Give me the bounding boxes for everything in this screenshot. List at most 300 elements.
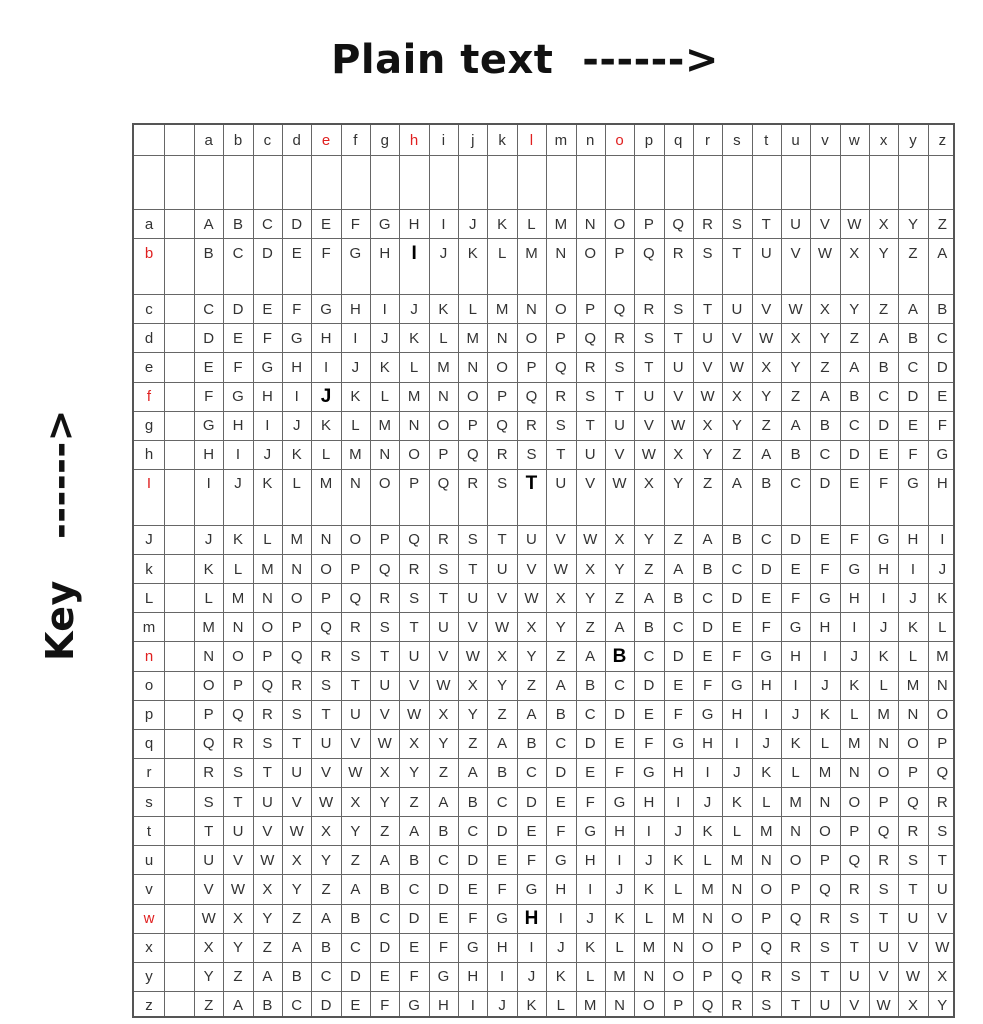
cipher-cell: P <box>203 706 214 724</box>
cipher-cell: C <box>936 329 948 347</box>
cipher-cell: A <box>321 910 332 927</box>
cipher-cell: S <box>585 388 596 405</box>
cipher-cell: C <box>878 388 890 405</box>
cipher-cell: J <box>557 939 565 957</box>
key-column-cell: J <box>145 531 153 549</box>
cipher-cell: Z <box>702 475 713 493</box>
cipher-cell: K <box>761 764 772 782</box>
cipher-cell: C <box>614 677 625 694</box>
cipher-cell: Y <box>555 618 566 636</box>
cipher-cell: Y <box>731 417 742 435</box>
cipher-cell: I <box>323 358 329 376</box>
cipher-cell: W <box>465 647 480 665</box>
cipher-cell: M <box>583 997 597 1015</box>
cipher-cell: N <box>291 560 303 578</box>
cipher-cell: Z <box>644 560 654 578</box>
cipher-cell: N <box>848 764 860 782</box>
cipher-cell: K <box>937 589 948 607</box>
cipher-cell: H <box>907 531 919 549</box>
cipher-cell: K <box>321 417 332 435</box>
cipher-cell: K <box>467 244 478 262</box>
cipher-cell: F <box>350 215 360 233</box>
cipher-cell: U <box>320 735 332 753</box>
plaintext-header-cell: h <box>409 131 419 149</box>
cipher-cell: N <box>936 677 948 694</box>
vigenere-table <box>132 123 955 1018</box>
key-column-cell: e <box>144 358 154 376</box>
cipher-cell: N <box>878 735 890 753</box>
cipher-cell: G <box>437 968 450 986</box>
cipher-cell: K <box>233 531 244 549</box>
cipher-cell: M <box>642 939 656 957</box>
cipher-cell: L <box>556 997 565 1015</box>
cipher-cell: N <box>614 997 625 1015</box>
cipher-cell: K <box>262 475 273 493</box>
cipher-cell: C <box>261 215 273 233</box>
cipher-cell: S <box>262 735 273 753</box>
key-column-cell: h <box>144 446 154 464</box>
cipher-cell: R <box>907 822 919 840</box>
cipher-cell: V <box>321 764 332 782</box>
cipher-cell: A <box>526 706 537 724</box>
cipher-cell: R <box>731 997 743 1015</box>
cipher-cell: U <box>848 968 860 986</box>
cipher-cell: X <box>643 475 654 493</box>
cipher-cell: A <box>291 939 302 957</box>
cipher-cell: V <box>233 851 244 869</box>
key-column-cell: g <box>144 417 154 435</box>
cipher-cell: N <box>731 880 743 898</box>
cipher-cell: O <box>848 793 861 811</box>
cipher-cell: R <box>790 939 802 957</box>
cipher-cell: H <box>848 589 860 607</box>
cipher-cell: F <box>791 589 801 607</box>
cipher-cell: Z <box>438 764 449 782</box>
cipher-cell: C <box>379 910 391 927</box>
cipher-cell: M <box>231 589 245 607</box>
highlighted-cipher-cell: B <box>612 645 627 667</box>
cipher-cell: K <box>585 939 596 957</box>
cipher-cell: G <box>643 764 655 782</box>
cipher-cell: U <box>643 388 655 405</box>
cipher-cell: O <box>760 880 773 898</box>
cipher-cell: R <box>526 417 537 435</box>
key-column-cell: n <box>144 647 154 665</box>
cipher-cell: K <box>907 618 918 636</box>
cipher-cell: E <box>761 589 772 607</box>
cipher-cell: X <box>819 300 830 318</box>
cipher-cell: W <box>759 329 774 347</box>
cipher-cell: X <box>497 647 508 665</box>
cipher-cell: V <box>643 417 654 435</box>
cipher-cell: Q <box>848 851 861 869</box>
cipher-cell: O <box>789 851 802 869</box>
cipher-cell: T <box>702 300 713 318</box>
cipher-cell: L <box>938 618 947 636</box>
cipher-cell: D <box>672 647 684 665</box>
cipher-cell: T <box>937 851 947 869</box>
cipher-cell: O <box>731 910 743 927</box>
cipher-cell: K <box>702 822 713 840</box>
cipher-cell: R <box>643 300 655 318</box>
cipher-cell: F <box>321 244 331 262</box>
cipher-cell: J <box>234 475 242 493</box>
cipher-cell: I <box>353 329 358 347</box>
cipher-cell: G <box>936 446 949 464</box>
cipher-cell: G <box>731 677 743 694</box>
cipher-cell: H <box>555 880 567 898</box>
cipher-cell: Q <box>466 446 479 464</box>
cipher-cell: S <box>555 417 566 435</box>
cipher-cell: T <box>791 997 801 1015</box>
cipher-cell: V <box>614 446 625 464</box>
cipher-cell: D <box>702 618 713 636</box>
cipher-cell: Z <box>292 910 302 927</box>
cipher-cell: U <box>878 939 890 957</box>
cipher-cell: S <box>379 618 390 636</box>
cipher-cell: C <box>672 618 684 636</box>
cipher-cell: P <box>614 244 625 262</box>
cipher-cell: T <box>644 358 654 376</box>
cipher-cell: L <box>263 531 272 549</box>
cipher-cell: T <box>820 968 830 986</box>
cipher-cell: J <box>938 560 947 578</box>
cipher-cell: A <box>233 997 244 1015</box>
cipher-cell: T <box>761 215 771 233</box>
cipher-cell: B <box>203 244 214 262</box>
cipher-cell: B <box>291 968 302 986</box>
cipher-cell: H <box>320 329 332 347</box>
cipher-cell: B <box>790 446 801 464</box>
cipher-cell: U <box>584 446 596 464</box>
cipher-cell: U <box>379 677 391 694</box>
cipher-cell: Z <box>937 215 947 233</box>
highlighted-cipher-cell: T <box>525 473 538 495</box>
cipher-cell: A <box>761 446 772 464</box>
cipher-cell: O <box>584 244 596 262</box>
cipher-cell: M <box>466 329 480 347</box>
cipher-cell: D <box>614 706 625 724</box>
cipher-cell: T <box>497 531 507 549</box>
cipher-cell: Z <box>468 735 478 753</box>
cipher-cell: E <box>409 939 420 957</box>
cipher-cell: G <box>701 706 714 724</box>
cipher-cell: G <box>290 329 303 347</box>
cipher-cell: S <box>233 764 244 782</box>
cipher-cell: J <box>586 910 594 927</box>
cipher-cell: H <box>936 475 948 493</box>
plaintext-header-cell: q <box>674 131 683 149</box>
cipher-cell: Q <box>202 735 215 753</box>
cipher-cell: L <box>586 968 595 986</box>
cipher-cell: A <box>350 880 361 898</box>
cipher-cell: B <box>673 589 684 607</box>
cipher-cell: W <box>612 475 627 493</box>
cipher-cell: T <box>380 647 390 665</box>
cipher-cell: Y <box>291 880 302 898</box>
cipher-cell: L <box>615 939 624 957</box>
cipher-cell: D <box>261 244 273 262</box>
cipher-cell: B <box>937 300 948 318</box>
cipher-cell: U <box>526 531 537 549</box>
cipher-cell: I <box>881 589 886 607</box>
cipher-cell: W <box>524 589 539 607</box>
cipher-cell: E <box>438 910 449 927</box>
cipher-cell: E <box>262 300 273 318</box>
cipher-cell: M <box>701 880 714 898</box>
cipher-cell: D <box>819 475 831 493</box>
cipher-cell: P <box>937 735 948 753</box>
key-column-cell: z <box>145 997 153 1015</box>
cipher-cell: N <box>261 589 273 607</box>
cipher-cell: P <box>409 475 420 493</box>
cipher-cell: E <box>790 560 801 578</box>
cipher-cell: U <box>819 997 831 1015</box>
cipher-cell: V <box>585 475 596 493</box>
key-column-cell: m <box>142 618 156 636</box>
cipher-cell: X <box>790 329 801 347</box>
cipher-cell: X <box>849 244 860 262</box>
cipher-cell: H <box>731 706 743 724</box>
cipher-cell: D <box>760 560 772 578</box>
cipher-cell: E <box>379 968 390 986</box>
cipher-cell: P <box>555 329 566 347</box>
cipher-cell: E <box>291 244 302 262</box>
cipher-cell: O <box>643 997 655 1015</box>
cipher-cell: G <box>672 735 685 753</box>
cipher-cell: A <box>937 244 948 262</box>
cipher-cell: B <box>438 822 449 840</box>
cipher-cell: O <box>349 531 362 549</box>
cipher-cell: M <box>671 910 685 927</box>
cipher-cell: Y <box>849 300 860 318</box>
cipher-cell: E <box>497 851 508 869</box>
cipher-cell: N <box>496 329 508 347</box>
cipher-cell: Q <box>701 997 714 1015</box>
cipher-cell: H <box>760 677 772 694</box>
cipher-cell: M <box>349 446 362 464</box>
cipher-cell: Z <box>350 851 360 869</box>
cipher-cell: I <box>617 851 622 869</box>
cipher-cell: D <box>496 822 508 840</box>
cipher-cell: Q <box>731 968 743 986</box>
cipher-cell: V <box>761 300 772 318</box>
cipher-cell: F <box>820 560 830 578</box>
cipher-cell: Z <box>585 618 595 636</box>
cipher-cell: S <box>497 475 508 493</box>
cipher-cell: K <box>379 358 390 376</box>
cipher-cell: J <box>791 706 800 724</box>
cipher-cell: Q <box>760 939 773 957</box>
cipher-cell: R <box>408 560 420 578</box>
cipher-cell: R <box>760 968 772 986</box>
cipher-cell: D <box>555 764 567 782</box>
cipher-cell: Z <box>820 358 830 376</box>
cipher-cell: S <box>467 531 478 549</box>
cipher-cell: Z <box>233 968 243 986</box>
cipher-cell: V <box>497 589 508 607</box>
plaintext-header-cell: k <box>498 131 506 149</box>
cipher-cell: P <box>819 851 830 869</box>
cipher-cell: Z <box>497 706 507 724</box>
cipher-cell: Z <box>849 329 859 347</box>
cipher-cell: Q <box>672 215 685 233</box>
cipher-cell: I <box>705 764 710 782</box>
cipher-cell: S <box>819 939 830 957</box>
cipher-cell: E <box>614 735 625 753</box>
cipher-cell: U <box>438 618 449 636</box>
cipher-cell: O <box>320 560 332 578</box>
cipher-cell: R <box>702 215 713 233</box>
cipher-cell: C <box>584 706 596 724</box>
cipher-cell: I <box>852 618 857 636</box>
cipher-cell: H <box>702 735 713 753</box>
cipher-cell: G <box>819 589 831 607</box>
plaintext-header-cell: z <box>938 131 947 149</box>
cipher-cell: M <box>407 388 421 405</box>
key-column-cell: t <box>146 822 152 840</box>
cipher-cell: T <box>585 417 595 435</box>
cipher-cell: Q <box>789 910 802 927</box>
cipher-cell: J <box>703 793 712 811</box>
cipher-cell: W <box>318 793 334 811</box>
cipher-cell: J <box>821 677 829 694</box>
cipher-cell: K <box>790 735 801 753</box>
cipher-cell: O <box>877 764 890 782</box>
cipher-cell: A <box>262 968 273 986</box>
plaintext-header-cell: c <box>263 131 272 149</box>
cipher-cell: O <box>525 329 538 347</box>
plaintext-header-cell: e <box>321 131 331 149</box>
cipher-cell: K <box>438 300 449 318</box>
cipher-cell: U <box>760 244 772 262</box>
cipher-cell: N <box>379 446 391 464</box>
cipher-cell: Z <box>556 647 566 665</box>
cipher-cell: O <box>290 589 303 607</box>
cipher-cell: J <box>733 764 741 782</box>
cipher-cell: Y <box>233 939 244 957</box>
cipher-cell: Q <box>525 388 538 405</box>
cipher-cell: W <box>260 851 275 869</box>
highlighted-cipher-cell: I <box>411 242 417 264</box>
cipher-cell: B <box>233 215 244 233</box>
cipher-cell: D <box>643 677 655 694</box>
cipher-cell: T <box>556 446 566 464</box>
cipher-cell: I <box>910 560 916 578</box>
cipher-cell: Z <box>791 388 801 405</box>
cipher-cell: U <box>702 329 713 347</box>
cipher-cell: D <box>584 735 596 753</box>
cipher-cell: K <box>526 997 537 1015</box>
cipher-cell: W <box>641 446 656 464</box>
cipher-cell: S <box>907 851 918 869</box>
cipher-cell: Q <box>643 244 655 262</box>
cipher-cell: J <box>498 997 506 1015</box>
cipher-cell: W <box>495 618 510 636</box>
cipher-cell: O <box>202 677 215 694</box>
cipher-cell: J <box>469 215 477 233</box>
cipher-cell: V <box>878 968 889 986</box>
cipher-cell: G <box>789 618 802 636</box>
cipher-cell: I <box>793 677 798 694</box>
cipher-cell: R <box>555 388 567 405</box>
cipher-cell: N <box>907 706 919 724</box>
cipher-cell: F <box>204 388 214 405</box>
key-column-cell: v <box>145 880 153 898</box>
cipher-cell: N <box>438 388 449 405</box>
cipher-cell: V <box>907 939 918 957</box>
cipher-cell: X <box>673 446 684 464</box>
key-column-cell: L <box>144 589 154 607</box>
cipher-cell: U <box>467 589 479 607</box>
cipher-cell: Y <box>497 677 508 694</box>
cipher-cell: U <box>672 358 684 376</box>
cipher-cell: D <box>203 329 215 347</box>
cipher-cell: W <box>935 939 950 957</box>
cipher-cell: W <box>201 910 216 927</box>
cipher-cell: N <box>555 244 567 262</box>
cipher-cell: H <box>643 793 655 811</box>
cipher-cell: P <box>585 300 596 318</box>
cipher-cell: M <box>495 300 509 318</box>
cipher-cell: R <box>496 446 508 464</box>
cipher-cell: C <box>760 531 772 549</box>
cipher-cell: M <box>202 618 215 636</box>
cipher-cell: K <box>291 446 302 464</box>
cipher-cell: L <box>409 358 419 376</box>
key-column-cell: y <box>145 968 153 986</box>
cipher-cell: B <box>555 706 566 724</box>
cipher-cell: O <box>819 822 831 840</box>
cipher-cell: E <box>350 997 361 1015</box>
plaintext-header-cell: b <box>233 131 243 149</box>
cipher-cell: Q <box>378 560 391 578</box>
cipher-cell: W <box>230 880 246 898</box>
cipher-cell: E <box>233 329 244 347</box>
cipher-cell: Y <box>467 706 478 724</box>
cipher-cell: Y <box>585 589 596 607</box>
cipher-cell: J <box>615 880 624 898</box>
key-column-cell: d <box>144 329 154 347</box>
cipher-cell: Y <box>203 968 214 986</box>
cipher-cell: X <box>350 793 361 811</box>
cipher-cell: L <box>468 300 477 318</box>
cipher-cell: E <box>203 358 214 376</box>
cipher-cell: V <box>819 215 830 233</box>
cipher-cell: V <box>849 997 860 1015</box>
cipher-cell: N <box>584 215 596 233</box>
cipher-cell: V <box>467 618 478 636</box>
cipher-cell: N <box>643 968 655 986</box>
cipher-cell: F <box>409 968 419 986</box>
cipher-cell: I <box>588 880 593 898</box>
cipher-cell: E <box>819 531 830 549</box>
cipher-cell: M <box>554 215 568 233</box>
cipher-cell: I <box>441 215 446 233</box>
cipher-cell: H <box>878 560 890 578</box>
cipher-cell: L <box>497 244 507 262</box>
cipher-cell: P <box>438 446 449 464</box>
cipher-cell: I <box>940 531 945 549</box>
cipher-cell: I <box>500 968 505 986</box>
cipher-cell: R <box>614 329 625 347</box>
cipher-cell: J <box>263 446 272 464</box>
cipher-cell: F <box>233 358 243 376</box>
cipher-cell: E <box>702 647 713 665</box>
cipher-cell: Z <box>526 677 537 694</box>
cipher-cell: H <box>438 997 449 1015</box>
cipher-cell: D <box>790 531 802 549</box>
